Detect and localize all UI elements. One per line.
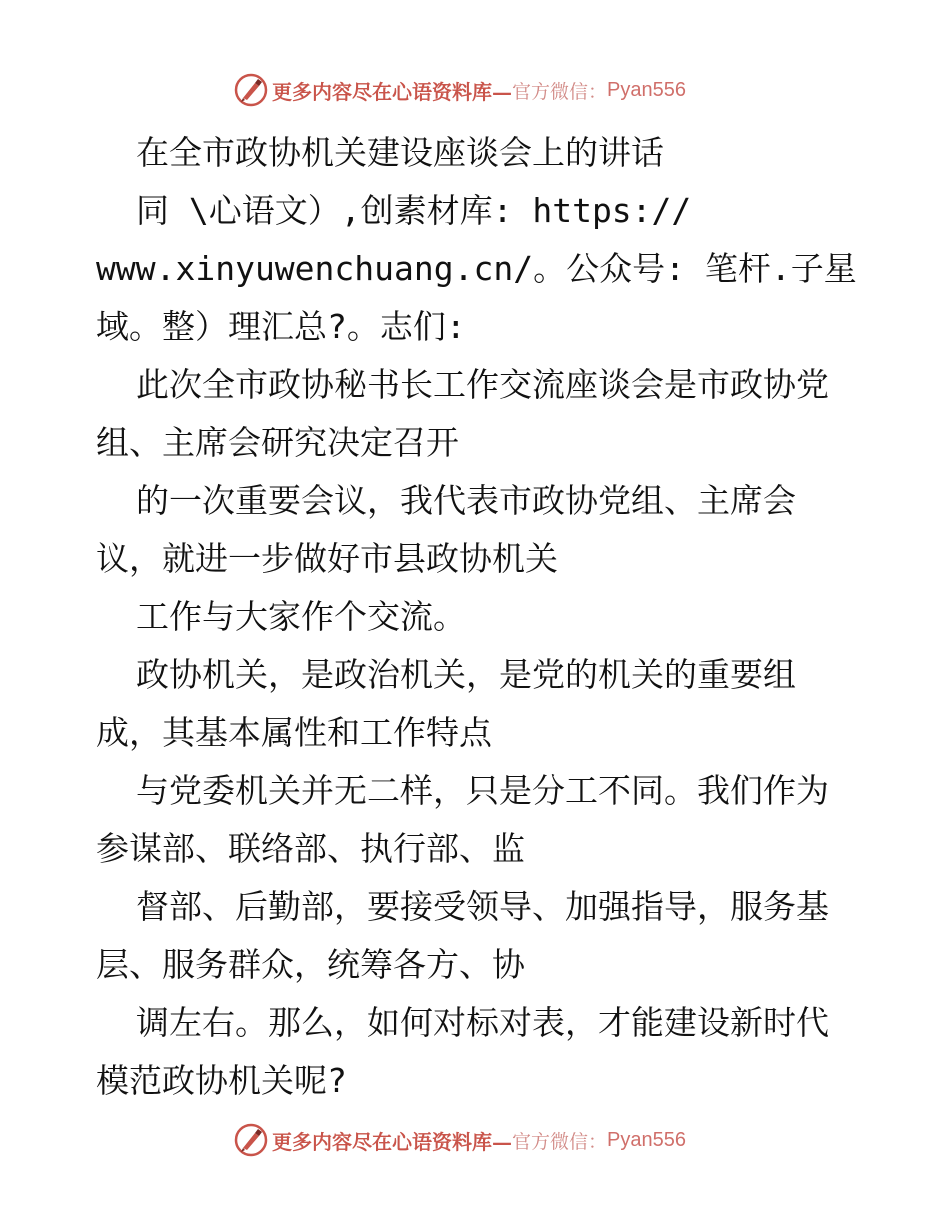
document-body [96,124,856,1110]
header-watermark [234,72,686,108]
text-line: 参谋部、联络部、执行部、监 [96,829,525,868]
text-line: 调左右。那么，如何对标对表，才能建设新时代 [136,1003,829,1042]
text-line: 与党委机关并无二样，只是分工不同。我们作为 [136,771,829,810]
watermark-wechat-label: 官方微信： [512,80,608,103]
text-line: 组、主席会研究决定召开 [96,423,459,462]
text-line: 模范政协机关呢? [96,1061,347,1100]
watermark-wechat-id: Pyan556 [607,78,686,101]
pen-logo-icon [234,1123,268,1157]
text-line: 域。整）理汇总?。志们: [96,307,466,346]
watermark-text: 更多内容尽在心语资料库— [272,79,512,104]
watermark-wechat-label: 官方微信： [512,1130,608,1153]
text-line: 成，其基本属性和工作特点 [96,713,492,752]
text-line: 此次全市政协秘书长工作交流座谈会是市政协党 [136,365,829,404]
text-line: 议，就进一步做好市县政协机关 [96,539,558,578]
text-line: 工作与大家作个交流。 [136,597,466,636]
text-line: 同 \心语文）,创素材库: https:// [136,191,692,230]
text-line: 层、服务群众，统筹各方、协 [96,945,525,984]
text-line: 的一次重要会议，我代表市政协党组、主席会 [136,481,796,520]
watermark-text: 更多内容尽在心语资料库— [272,1129,512,1154]
footer-watermark [234,1122,686,1158]
pen-logo-icon [234,73,268,107]
watermark-wechat-id: Pyan556 [607,1128,686,1151]
text-line: 督部、后勤部，要接受领导、加强指导，服务基 [136,887,829,926]
document-title: 在全市政协机关建设座谈会上的讲话 [136,133,664,172]
text-line: www.xinyuwenchuang.cn/。公众号: 笔杆.子星 [96,249,857,288]
text-line: 政协机关，是政治机关，是党的机关的重要组 [136,655,796,694]
